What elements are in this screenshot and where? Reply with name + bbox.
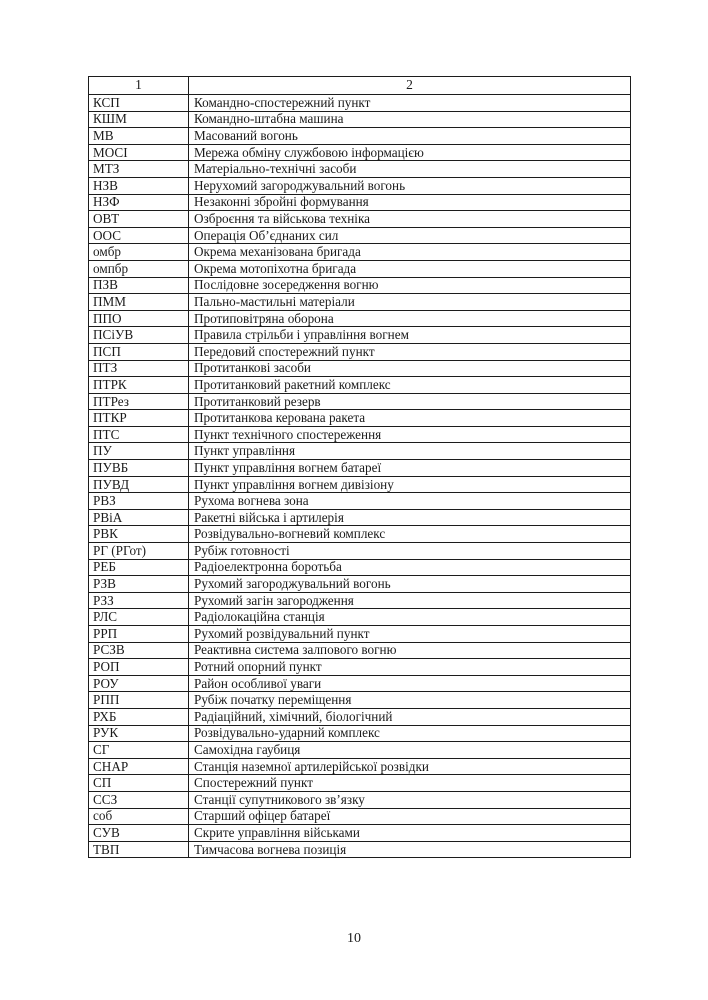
table-row	[89, 543, 631, 560]
abbreviation-cell: РСЗВ	[89, 642, 189, 659]
table-row	[89, 609, 631, 626]
abbreviation-cell: РВіА	[89, 509, 189, 526]
abbreviation-cell: РУК	[89, 725, 189, 742]
table-row	[89, 460, 631, 477]
meaning-cell: Операція Об’єднаних сил	[189, 227, 631, 244]
table-row	[89, 626, 631, 643]
meaning-cell: Пункт управління вогнем батареї	[189, 460, 631, 477]
header-row	[89, 77, 631, 95]
table-row	[89, 294, 631, 311]
meaning-cell: Окрема мотопіхотна бригада	[189, 260, 631, 277]
meaning-cell: Пально-мастильні матеріали	[189, 294, 631, 311]
meaning-cell: Скрите управління військами	[189, 825, 631, 842]
abbreviation-cell: КШМ	[89, 111, 189, 128]
abbreviation-cell: ООС	[89, 227, 189, 244]
meaning-cell: Спостережний пункт	[189, 775, 631, 792]
abbreviation-cell: РОУ	[89, 675, 189, 692]
abbreviation-cell: СГ	[89, 742, 189, 759]
meaning-cell: Ракетні війська і артилерія	[189, 509, 631, 526]
table-row	[89, 227, 631, 244]
meaning-cell: Пункт управління вогнем дивізіону	[189, 476, 631, 493]
meaning-cell: Радіолокаційна станція	[189, 609, 631, 626]
meaning-cell: Самохідна гаубиця	[189, 742, 631, 759]
meaning-cell: Послідовне зосередження вогню	[189, 277, 631, 294]
table-row	[89, 327, 631, 344]
meaning-cell: Рубіж початку переміщення	[189, 692, 631, 709]
table-row	[89, 742, 631, 759]
table-row	[89, 708, 631, 725]
meaning-cell: Реактивна система залпового вогню	[189, 642, 631, 659]
abbreviation-cell: МОСІ	[89, 144, 189, 161]
meaning-cell: Пункт технічного спостереження	[189, 426, 631, 443]
abbreviation-cell: ПУВБ	[89, 460, 189, 477]
table-row	[89, 360, 631, 377]
meaning-cell: Передовий спостережний пункт	[189, 343, 631, 360]
meaning-cell: Район особливої уваги	[189, 675, 631, 692]
table-row	[89, 526, 631, 543]
abbreviation-cell: ПТРез	[89, 393, 189, 410]
meaning-cell: Рухома вогнева зона	[189, 493, 631, 510]
table-row	[89, 559, 631, 576]
abbreviation-cell: КСП	[89, 95, 189, 112]
abbreviation-cell: РВК	[89, 526, 189, 543]
meaning-cell: Рубіж готовності	[189, 543, 631, 560]
abbreviation-cell: омбр	[89, 244, 189, 261]
table-row	[89, 642, 631, 659]
table-row	[89, 410, 631, 427]
table-row	[89, 791, 631, 808]
table-row	[89, 675, 631, 692]
table-row	[89, 343, 631, 360]
table-row	[89, 310, 631, 327]
abbreviation-cell: РВЗ	[89, 493, 189, 510]
meaning-cell: Матеріально-технічні засоби	[189, 161, 631, 178]
abbreviation-cell: ТВП	[89, 841, 189, 858]
table-row	[89, 576, 631, 593]
table-row	[89, 476, 631, 493]
abbreviations-table	[88, 76, 631, 858]
table-row	[89, 659, 631, 676]
abbreviation-cell: РЗЗ	[89, 592, 189, 609]
table-row	[89, 377, 631, 394]
meaning-cell: Протиповітряна оборона	[189, 310, 631, 327]
abbreviation-cell: ПЗВ	[89, 277, 189, 294]
table-row	[89, 725, 631, 742]
table-row	[89, 244, 631, 261]
abbreviation-cell: соб	[89, 808, 189, 825]
table-row	[89, 692, 631, 709]
table-row	[89, 95, 631, 112]
abbreviation-cell: ПСіУВ	[89, 327, 189, 344]
table-row	[89, 260, 631, 277]
abbreviation-cell: ПММ	[89, 294, 189, 311]
abbreviation-cell: РЗВ	[89, 576, 189, 593]
table-row	[89, 592, 631, 609]
table-row	[89, 177, 631, 194]
meaning-cell: Мережа обміну службовою інформацією	[189, 144, 631, 161]
meaning-cell: Старший офіцер батареї	[189, 808, 631, 825]
page-number: 10	[347, 931, 361, 946]
abbreviation-cell: РОП	[89, 659, 189, 676]
table-row	[89, 277, 631, 294]
abbreviation-cell: ПТРК	[89, 377, 189, 394]
meaning-cell: Протитанковий ракетний комплекс	[189, 377, 631, 394]
abbreviation-cell: ПТКР	[89, 410, 189, 427]
header-col-1: 1	[89, 77, 189, 95]
table-row	[89, 111, 631, 128]
meaning-cell: Тимчасова вогнева позиція	[189, 841, 631, 858]
table-row	[89, 426, 631, 443]
abbreviation-cell: РЛС	[89, 609, 189, 626]
table-row	[89, 758, 631, 775]
abbreviation-cell: ОВТ	[89, 211, 189, 228]
abbreviation-cell: РГ (РГот)	[89, 543, 189, 560]
meaning-cell: Командно-штабна машина	[189, 111, 631, 128]
meaning-cell: Радіоелектронна боротьба	[189, 559, 631, 576]
abbreviation-cell: НЗВ	[89, 177, 189, 194]
abbreviation-cell: СНАР	[89, 758, 189, 775]
abbreviation-cell: НЗФ	[89, 194, 189, 211]
meaning-cell: Протитанкові засоби	[189, 360, 631, 377]
table-row	[89, 493, 631, 510]
abbreviation-cell: ПУВД	[89, 476, 189, 493]
table-row	[89, 211, 631, 228]
abbreviation-cell: омпбр	[89, 260, 189, 277]
table-row	[89, 825, 631, 842]
meaning-cell: Нерухомий загороджувальний вогонь	[189, 177, 631, 194]
table-row	[89, 194, 631, 211]
table-row	[89, 393, 631, 410]
abbreviation-cell: МТЗ	[89, 161, 189, 178]
meaning-cell: Розвідувально-вогневий комплекс	[189, 526, 631, 543]
abbreviation-cell: ПСП	[89, 343, 189, 360]
table-header	[89, 77, 631, 95]
meaning-cell: Протитанковий резерв	[189, 393, 631, 410]
meaning-cell: Пункт управління	[189, 443, 631, 460]
abbreviation-cell: ППО	[89, 310, 189, 327]
meaning-cell: Правила стрільби і управління вогнем	[189, 327, 631, 344]
meaning-cell: Рухомий розвідувальний пункт	[189, 626, 631, 643]
meaning-cell: Озброєння та військова техніка	[189, 211, 631, 228]
meaning-cell: Масований вогонь	[189, 128, 631, 145]
abbreviation-cell: ПТЗ	[89, 360, 189, 377]
meaning-cell: Рухомий загороджувальний вогонь	[189, 576, 631, 593]
table-row	[89, 808, 631, 825]
meaning-cell: Станція наземної артилерійської розвідки	[189, 758, 631, 775]
abbreviation-cell: СП	[89, 775, 189, 792]
table-row	[89, 775, 631, 792]
table-row	[89, 509, 631, 526]
abbreviation-cell: РЕБ	[89, 559, 189, 576]
header-col-2: 2	[189, 77, 631, 95]
meaning-cell: Протитанкова керована ракета	[189, 410, 631, 427]
table-row	[89, 128, 631, 145]
abbreviation-cell: ССЗ	[89, 791, 189, 808]
table-row	[89, 161, 631, 178]
abbreviation-cell: РХБ	[89, 708, 189, 725]
meaning-cell: Станції супутникового зв’язку	[189, 791, 631, 808]
meaning-cell: Окрема механізована бригада	[189, 244, 631, 261]
meaning-cell: Рухомий загін загородження	[189, 592, 631, 609]
table-row	[89, 443, 631, 460]
abbreviation-cell: РРП	[89, 626, 189, 643]
meaning-cell: Незаконні збройні формування	[189, 194, 631, 211]
abbreviation-cell: ПТС	[89, 426, 189, 443]
meaning-cell: Командно-спостережний пункт	[189, 95, 631, 112]
abbreviation-cell: СУВ	[89, 825, 189, 842]
meaning-cell: Радіаційний, хімічний, біологічний	[189, 708, 631, 725]
abbreviation-cell: РПП	[89, 692, 189, 709]
abbreviation-cell: ПУ	[89, 443, 189, 460]
table-body	[89, 95, 631, 858]
meaning-cell: Розвідувально-ударний комплекс	[189, 725, 631, 742]
table-row	[89, 841, 631, 858]
table-row	[89, 144, 631, 161]
meaning-cell: Ротний опорний пункт	[189, 659, 631, 676]
abbreviation-cell: МВ	[89, 128, 189, 145]
